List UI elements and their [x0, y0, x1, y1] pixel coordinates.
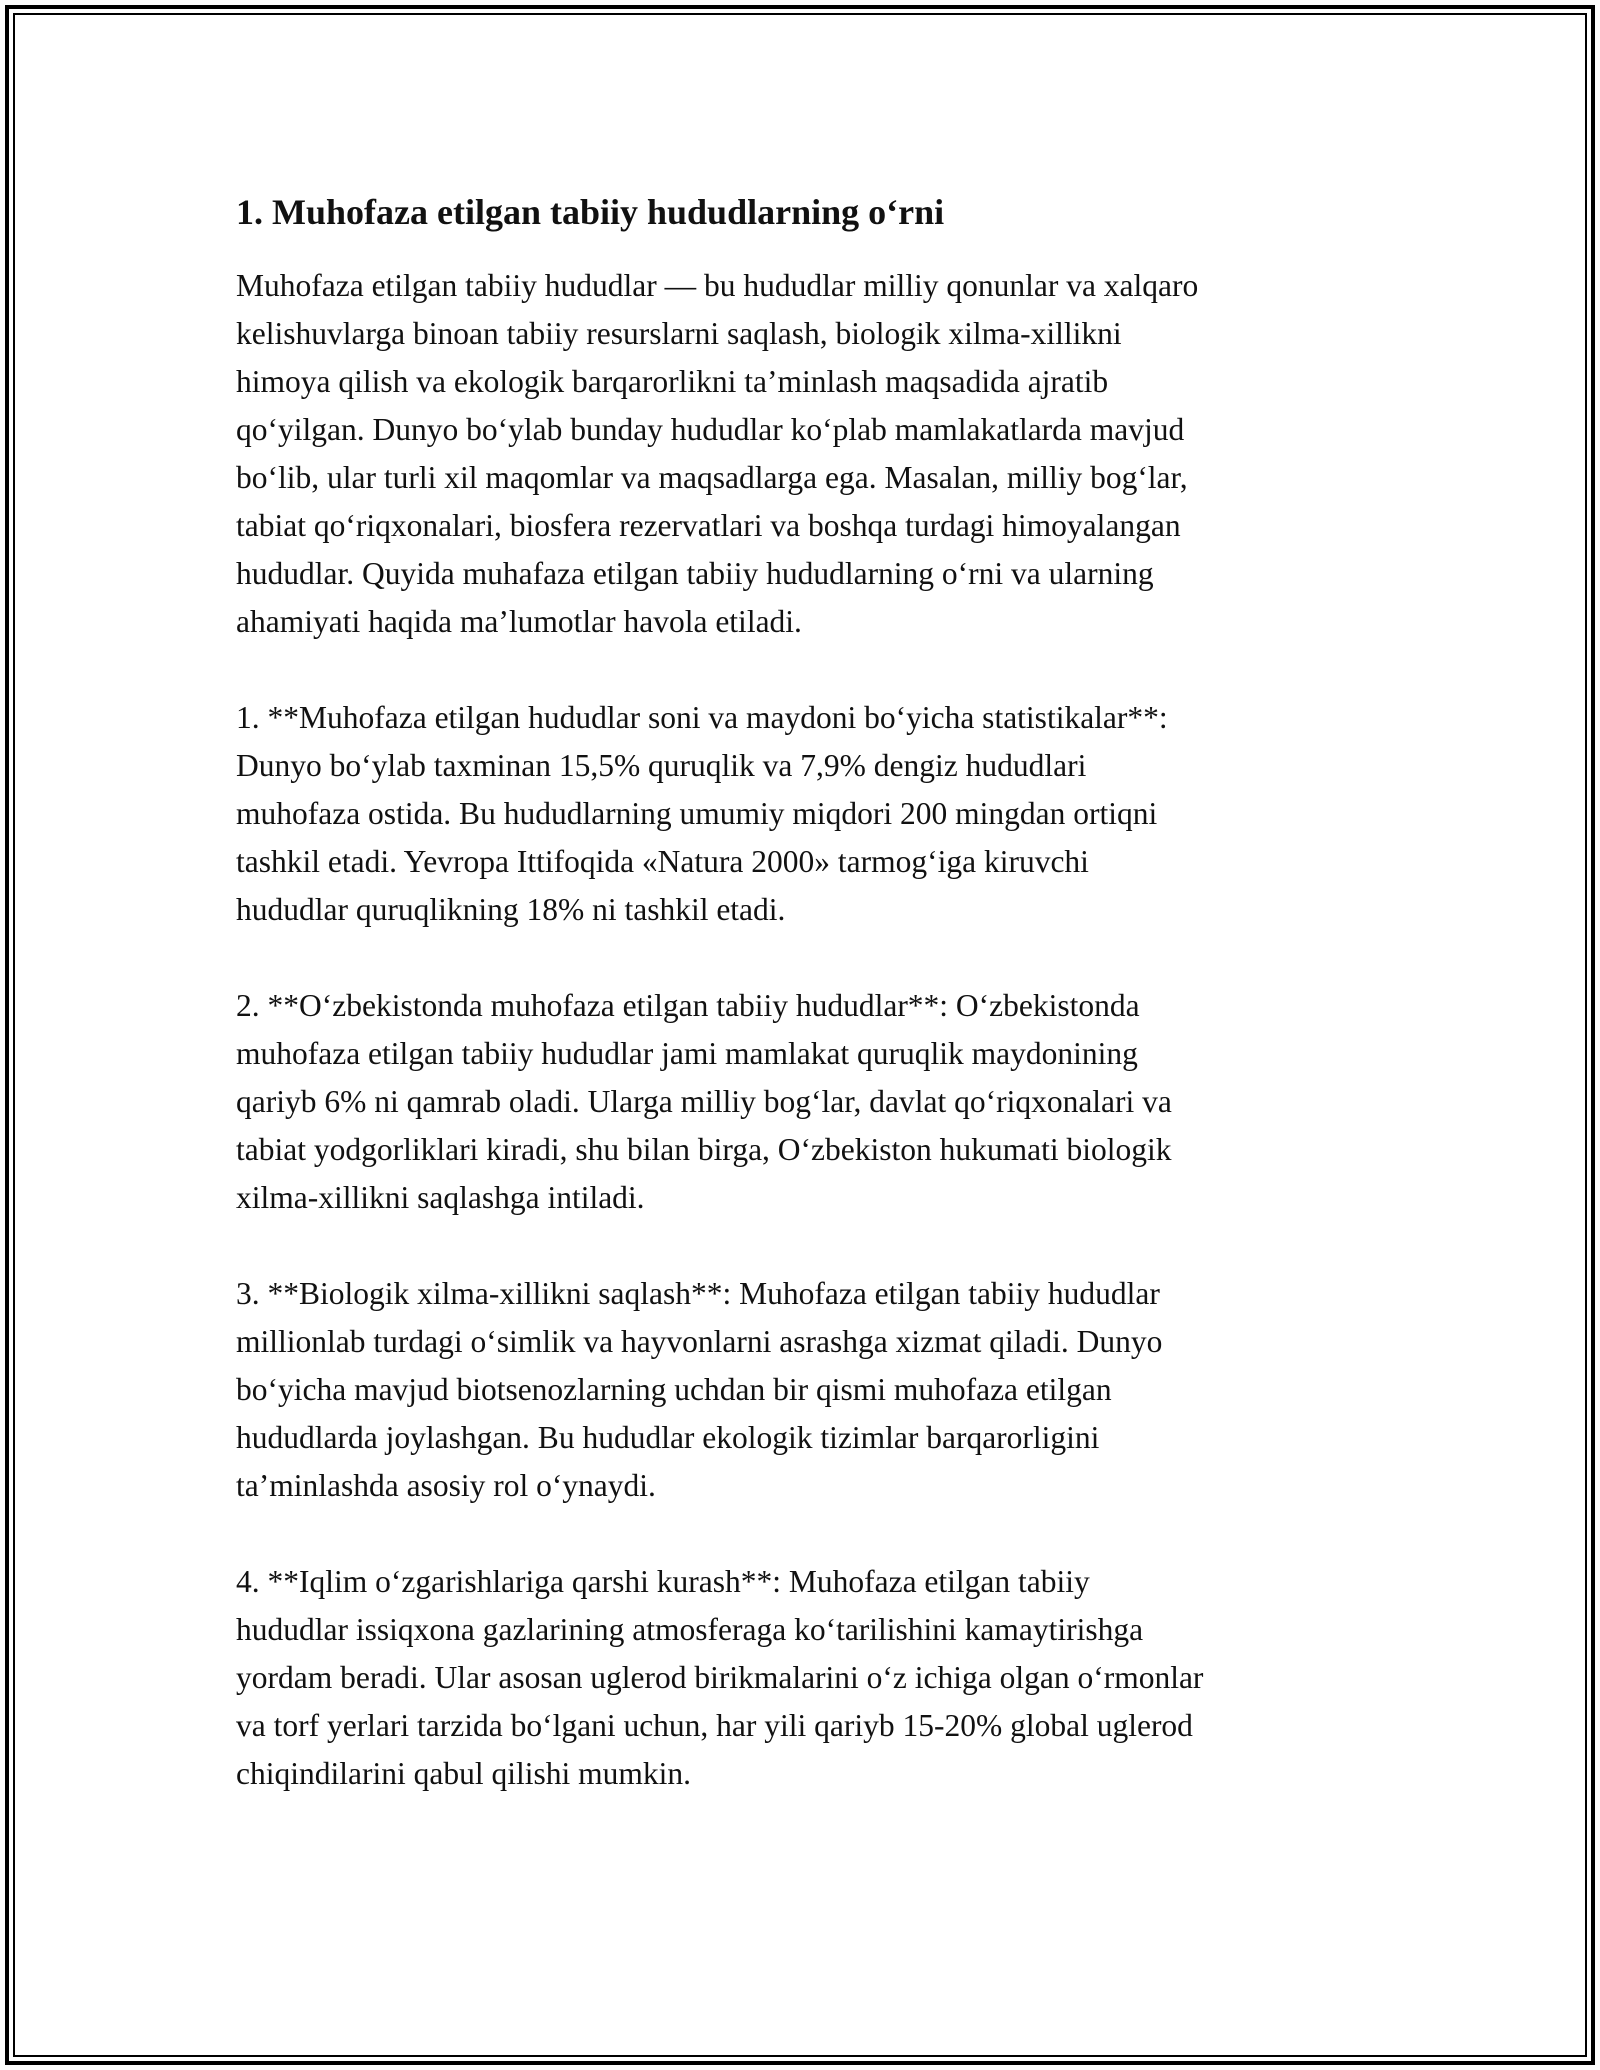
list-item-uzbekistan: 2. **O‘zbekistonda muhofaza etilgan tabiiy hududlar**: O‘zbekistonda muhofaza etilgan tabiiy hududlar jami mamlakat quruqlik maydonining qariyb 6% ni qamrab oladi. Ularga milliy bog‘lar, davlat qo‘riqxonalari va tabiat yodgorliklari kiradi, shu bilan birga, O‘zbekiston hukumati biologik xilma-xillikni saqlashga intiladi.: [236, 988, 1172, 1215]
document-body: [236, 190, 1366, 1846]
list-item-biodiversity: 3. **Biologik xilma-xillikni saqlash**: Muhofaza etilgan tabiiy hududlar millionlab turdagi o‘simlik va hayvonlarni asrashga xizmat qiladi. Dunyo bo‘yicha mavjud biotsenozlarning uchdan bir qismi muhofaza etilgan hududlarda joylashgan. Bu hududlar ekologik tizimlar barqarorligini ta’minlashda asosiy rol o‘ynaydi.: [236, 1276, 1163, 1503]
list-item-statistics: 1. **Muhofaza etilgan hududlar soni va maydoni bo‘yicha statistikalar**: Dunyo bo‘ylab taxminan 15,5% quruqlik va 7,9% dengiz hududlari muhofaza ostida. Bu hududlarning umumiy miqdori 200 mingdan ortiqni tashkil etadi. Yevropa Ittifoqida «Natura 2000» tarmog‘iga kiruvchi hududlar quruqlikning 18% ni tashkil etadi.: [236, 700, 1168, 927]
list-item-climate: 4. **Iqlim o‘zgarishlariga qarshi kurash**: Muhofaza etilgan tabiiy hududlar issiqxona gazlarining atmosferaga ko‘tarilishini kamaytirishga yordam beradi. Ular asosan uglerod birikmalarini o‘z ichiga olgan o‘rmonlar va torf yerlari tarzida bo‘lgani uchun, har yili qariyb 15-20% global uglerod chiqindilarini qabul qilishi mumkin.: [236, 1564, 1204, 1791]
intro-paragraph: Muhofaza etilgan tabiiy hududlar — bu hududlar milliy qonunlar va xalqaro kelishuvlarga binoan tabiiy resurslarni saqlash, biologik xilma-xillikni himoya qilish va ekologik barqarorlikni ta’minlash maqsadida ajratib qo‘yilgan. Dunyo bo‘ylab bunday hududlar ko‘plab mamlakatlarda mavjud bo‘lib, ular turli xil maqomlar va maqsadlarga ega. Masalan, milliy bog‘lar, tabiat qo‘riqxonalari, biosfera rezervatlari va boshqa turdagi himoyalangan hududlar. Quyida muhafaza etilgan tabiiy hududlarning o‘rni va ularning ahamiyati haqida ma’lumotlar havola etiladi.: [236, 268, 1199, 639]
document-title: 1. Muhofaza etilgan tabiiy hududlarning o‘rni: [236, 192, 945, 232]
